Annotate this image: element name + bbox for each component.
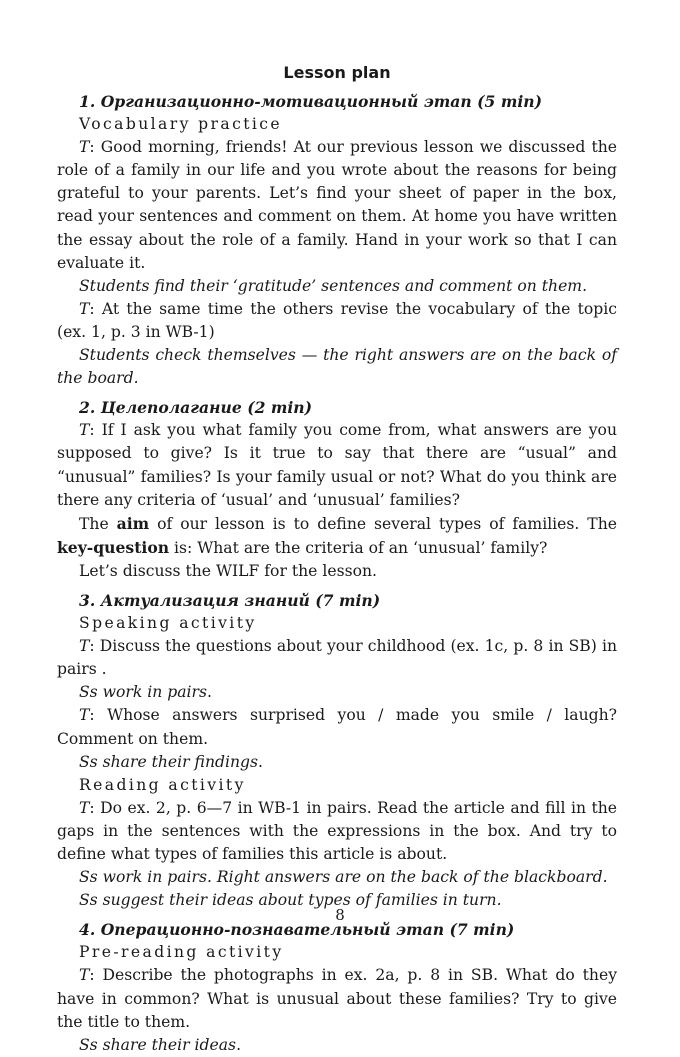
teacher-text: : Do ex. 2, p. 6—7 in WB-1 in pairs. Read the article and fill in the gaps in the sentences with the expressions in the box. And try to define what types of families this article is about. bbox=[57, 798, 617, 863]
aim-text: is: What are the criteria of an ‘unusual’ family? bbox=[169, 538, 548, 557]
section-1-activity: Vocabulary practice bbox=[79, 115, 283, 134]
section-3-students-3: Ss work in pairs. Right answers are on the back of the blackboard. bbox=[79, 868, 608, 887]
section-1-students-2: Students check themselves — the right answers are on the back of the board. bbox=[57, 346, 617, 388]
section-1-teacher-1 bbox=[57, 136, 617, 275]
section-2-wilf: Let’s discuss the WILF for the lesson. bbox=[79, 561, 377, 580]
section-4-students-1 bbox=[57, 1034, 617, 1057]
section-3-teacher-2 bbox=[57, 704, 617, 750]
teacher-label: T bbox=[79, 138, 90, 157]
teacher-label: T bbox=[79, 706, 90, 725]
teacher-text: : If I ask you what family you come from, what answers are you supposed to give? Is it true to say that there are “usual” and “unusual” families? Is your family usual or not? What do you think are there any criteria of ‘usual’ and ‘unusual’ families? bbox=[57, 421, 617, 509]
students-punct: . bbox=[258, 752, 263, 771]
teacher-text: : Whose answers surprised you / made you smile / laugh? Comment on them. bbox=[57, 706, 617, 748]
teacher-label: T bbox=[79, 798, 90, 817]
aim-bold: aim bbox=[116, 513, 150, 533]
teacher-text: : Describe the photographs in ex. 2a, p. 8 in SB. What do they have in common? What is unusual about these families? Try to give the title to them. bbox=[57, 966, 617, 1031]
section-1-heading: 1. Организационно-мотивационный этап (5 min) bbox=[79, 92, 542, 111]
section-1-students-1: Students find their ‘gratitude’ sentences and comment on them. bbox=[79, 276, 588, 295]
teacher-label: T bbox=[79, 637, 90, 656]
teacher-text: : Good morning, friends! At our previous lesson we discussed the role of a family in our life and you wrote about the reasons for being grateful to your parents. Let’s find your sheet of paper in the box, read your sentences and comment on them. At home you have written the essay about the role of a family. Hand in your work so that I can evaluate it. bbox=[57, 138, 617, 272]
aim-text: of our lesson is to define several types of families. The bbox=[149, 514, 617, 533]
key-question-bold: key-question bbox=[57, 537, 170, 557]
section-2-aim bbox=[57, 512, 617, 560]
students-punct: . bbox=[206, 683, 212, 702]
teacher-label: T bbox=[79, 966, 90, 985]
students-text: Ss share their ideas bbox=[79, 1035, 237, 1054]
teacher-text: : Discuss the questions about your childhood (ex. 1c, p. 8 in SB) in pairs . bbox=[57, 637, 617, 679]
section-3-students-2 bbox=[57, 751, 617, 774]
students-text: Ss share their findings bbox=[79, 752, 259, 771]
teacher-label: T bbox=[79, 299, 90, 318]
section-3-activity-2: Reading activity bbox=[79, 775, 246, 794]
students-text: Ss work in pairs bbox=[79, 683, 207, 702]
section-3-heading: 3. Актуализация знаний (7 min) bbox=[79, 590, 381, 610]
teacher-label: T bbox=[79, 421, 90, 440]
section-3-teacher-3 bbox=[57, 797, 617, 866]
section-3-activity-1: Speaking activity bbox=[79, 614, 257, 633]
section-4-activity: Pre-reading activity bbox=[79, 943, 284, 962]
section-4-heading: 4. Операционно-познавательный этап (7 min) bbox=[79, 920, 515, 940]
page-number: 8 bbox=[335, 906, 345, 924]
page-title: Lesson plan bbox=[283, 63, 391, 82]
section-4-teacher-1 bbox=[57, 964, 617, 1033]
section-2-teacher-1 bbox=[57, 419, 617, 511]
section-3-students-1 bbox=[57, 681, 617, 704]
section-2-heading: 2. Целеполагание (2 min) bbox=[79, 398, 313, 418]
aim-text: The bbox=[79, 514, 117, 533]
teacher-text: : At the same time the others revise the vocabulary of the topic (ex. 1, p. 3 in WB-1) bbox=[57, 299, 617, 341]
students-punct: . bbox=[236, 1035, 242, 1054]
section-3-students-4: Ss suggest their ideas about types of families in turn. bbox=[79, 891, 502, 910]
section-1-teacher-2 bbox=[57, 298, 617, 344]
section-3-teacher-1 bbox=[57, 635, 617, 681]
